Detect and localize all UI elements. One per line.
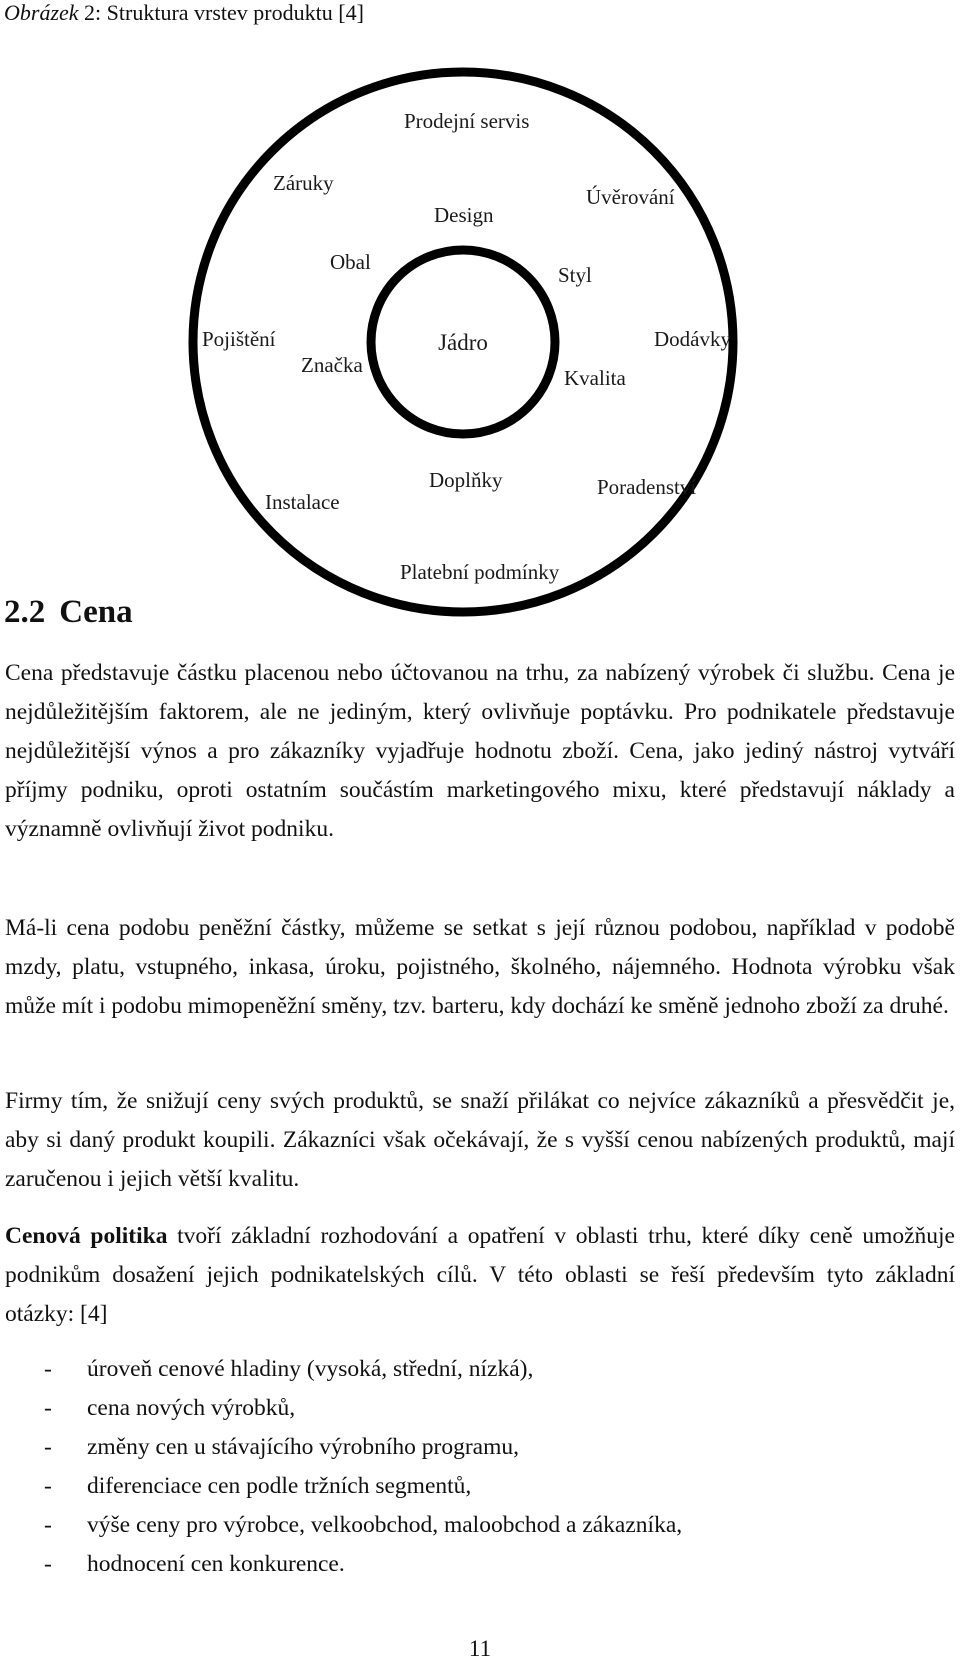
list-dash: - — [44, 1551, 52, 1577]
paragraph-4-text: tvoří základní rozhodování a opatření v oblasti trhu, které díky ceně umožňuje podnikům dosažení jejich podnikatelských cílů. V této oblasti se řeší především tyto základní otázky: [4] — [5, 1223, 955, 1327]
paragraph-3: Firmy tím, že snižují ceny svých produktů, se snaží přilákat co nejvíce zákazníků a přesvědčit je, aby si daný produkt koupili. Zákazníci však očekávají, že s vyšší cenou nabízených produktů, mají zaručenou i jejich větší kvalitu. — [5, 1088, 955, 1192]
middle-label-znacka: Značka — [301, 353, 363, 377]
list-item — [0, 1428, 682, 1467]
middle-label-obal: Obal — [330, 250, 371, 274]
outer-label-prodejni-servis: Prodejní servis — [404, 109, 530, 133]
section-heading — [4, 594, 133, 631]
list-dash: - — [44, 1356, 52, 1382]
list-item-text: úroveň cenové hladiny (vysoká, střední, nízká), — [87, 1356, 534, 1382]
list-dash: - — [44, 1473, 52, 1499]
list-item — [0, 1545, 682, 1584]
pricing-questions-list — [0, 1350, 682, 1584]
outer-label-dodavky: Dodávky — [654, 327, 731, 351]
outer-label-instalace: Instalace — [265, 490, 340, 514]
list-item-text: výše ceny pro výrobce, velkoobchod, maloobchod a zákazníka, — [87, 1512, 683, 1538]
list-item — [0, 1350, 682, 1389]
list-dash: - — [44, 1512, 52, 1538]
list-item-text: cena nových výrobků, — [87, 1395, 296, 1421]
list-item — [0, 1467, 682, 1506]
paragraph-1: Cena představuje částku placenou nebo účtovanou na trhu, za nabízený výrobek či službu. Cena je nejdůležitějším faktorem, ale ne jediným, který ovlivňuje poptávku. Pro podnikatele představuje nejdůležitější výnos a pro zákazníky vyjadřuje hodnotu zboží. Cena, jako jediný nástroj vytváří příjmy podniku, oproti ostatním součástím marketingového mixu, které představují náklady a významně ovlivňují život podniku. — [5, 660, 955, 842]
figure-caption-text: 2: Struktura vrstev produktu [4] — [84, 0, 364, 25]
outer-label-poradenstvi: Poradenství — [597, 475, 697, 499]
outer-label-pojisteni: Pojištění — [202, 327, 276, 351]
outer-label-uverovani: Úvěrování — [586, 185, 675, 209]
paragraph-4-term: Cenová politika — [5, 1223, 168, 1249]
page-number: 11 — [468, 1636, 492, 1661]
middle-label-kvalita: Kvalita — [564, 366, 626, 390]
outer-label-platebni-podminky: Platební podmínky — [400, 560, 560, 584]
outer-label-zaruky: Záruky — [273, 171, 334, 195]
middle-label-styl: Styl — [558, 263, 592, 287]
list-dash: - — [44, 1434, 52, 1460]
list-item-text: diferenciace cen podle tržních segmentů, — [87, 1473, 472, 1499]
paragraph-2: Má-li cena podobu peněžní částky, můžeme se setkat s její různou podobou, například v podobě mzdy, platu, vstupného, inkasa, úroku, pojistného, školného, nájemného. Hodnota výrobku však může mít i podobu mimopeněžní směny, tzv. barteru, kdy dochází ke směně jednoho zboží za druhé. — [5, 915, 955, 1019]
list-item-text: hodnocení cen konkurence. — [87, 1551, 345, 1577]
product-layers-diagram — [0, 0, 960, 620]
middle-label-doplnky: Doplňky — [429, 468, 503, 492]
list-item — [0, 1506, 682, 1545]
list-item — [0, 1389, 682, 1428]
list-item-text: změny cen u stávajícího výrobního programu, — [87, 1434, 520, 1460]
core-label: Jádro — [438, 330, 488, 355]
section-title: Cena — [59, 594, 133, 630]
paragraph-4 — [5, 1217, 955, 1334]
figure-caption-prefix: Obrázek — [4, 0, 79, 25]
list-dash: - — [44, 1395, 52, 1421]
section-number: 2.2 — [4, 594, 46, 630]
middle-label-design: Design — [434, 203, 494, 227]
